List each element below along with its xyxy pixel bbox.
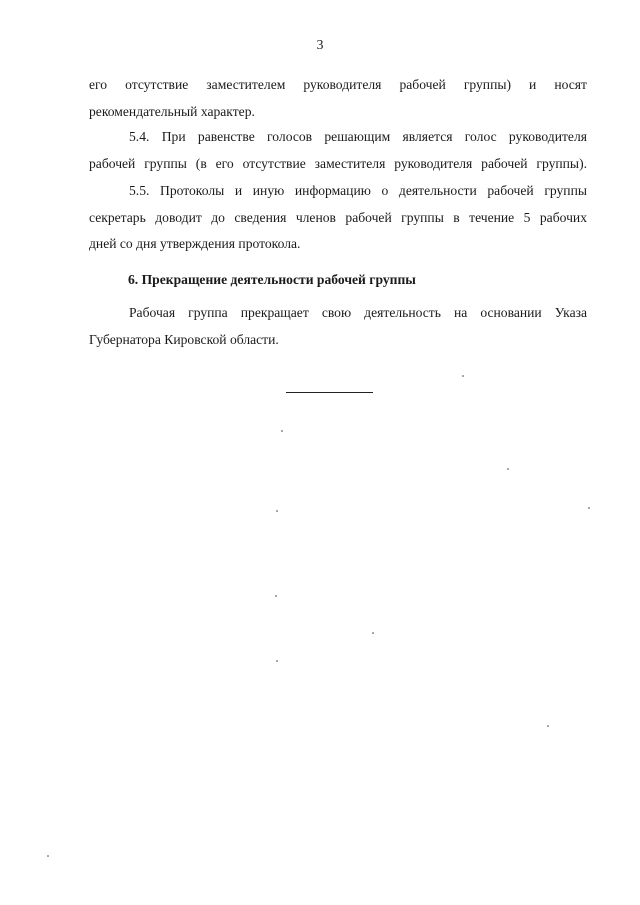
end-separator-line	[286, 392, 373, 393]
paragraph-continuation	[89, 72, 587, 125]
paragraph-section-6	[89, 300, 587, 353]
text-line: Губернатора Кировской области.	[89, 331, 279, 347]
paragraph-5-4	[89, 124, 587, 177]
scan-speck	[276, 510, 278, 512]
text-line: рекомендательный характер.	[89, 103, 255, 119]
scan-speck	[507, 468, 509, 470]
scan-speck	[547, 725, 549, 727]
text-line: дней со дня утверждения протокола.	[89, 236, 301, 251]
scan-speck	[276, 660, 278, 662]
paragraph-5-5	[89, 178, 587, 258]
text-line: 5.5. Протоколы и иную информацию о деятельности рабочей группы	[129, 183, 587, 198]
scan-speck	[275, 595, 277, 597]
text-line: его отсутствие заместителем руководителя рабочей группы) и носят	[89, 77, 587, 92]
scan-speck	[588, 507, 590, 509]
section-heading: 6. Прекращение деятельности рабочей группы	[128, 272, 416, 287]
scan-speck	[281, 430, 283, 432]
scan-speck	[372, 632, 374, 634]
text-line: рабочей группы (в его отсутствие заместителя руководителя рабочей группы).	[89, 155, 587, 171]
text-line: 5.4. При равенстве голосов решающим является голос руководителя	[129, 129, 587, 144]
page-number: 3	[316, 38, 324, 53]
text-line: секретарь доводит до сведения членов рабочей группы в течение 5 рабочих	[89, 209, 587, 225]
scan-speck	[462, 375, 464, 377]
scan-speck	[47, 855, 49, 857]
text-line: Рабочая группа прекращает свою деятельность на основании Указа	[129, 305, 587, 320]
